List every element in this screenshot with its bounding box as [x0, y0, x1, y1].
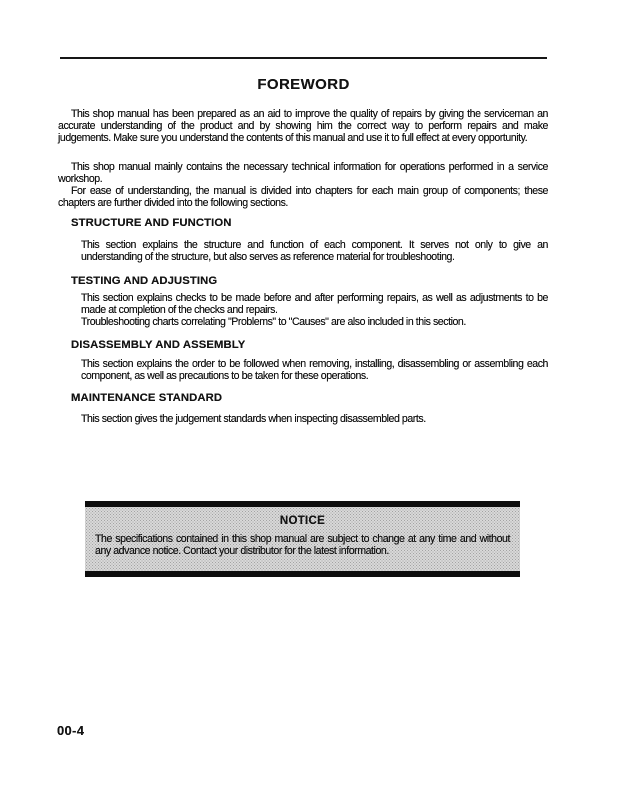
- paragraph-text: For ease of understanding, the manual is divided into chapters for each main group of components; these chapters are further divided into the following sections.: [58, 185, 548, 209]
- paragraph-text: This shop manual has been prepared as an aid to improve the quality of repairs by giving the serviceman an accurate understanding of the product and by showing him the correct way to perform repairs and make judgements. Make sure you understand the contents of this manual and use it to full effect at every opportunity.: [58, 108, 548, 144]
- section-body-testing-and-adjusting: [81, 292, 548, 328]
- intro-paragraph-2: [58, 161, 548, 209]
- paragraph-text: This section explains the structure and function of each component. It serves not only to give an understanding of the structure, but also serves as reference material for troubleshooting.: [81, 239, 548, 263]
- page-title: FOREWORD: [257, 76, 350, 93]
- paragraph-text: This section gives the judgement standards when inspecting disassembled parts.: [81, 413, 426, 425]
- paragraph-text: This section explains the order to be followed when removing, installing, disassembling or assembling each component, as well as precautions to be taken for these operations.: [81, 358, 548, 382]
- paragraph-text: This shop manual mainly contains the necessary technical information for operations performed in a service workshop.: [58, 161, 548, 185]
- intro-paragraph-1: [58, 108, 548, 144]
- page-number: 00-4: [57, 723, 85, 738]
- notice-text: The specifications contained in this shop manual are subject to change at any time and without any advance notice. Contact your distributor for the latest information.: [95, 533, 510, 557]
- section-body-disassembly-and-assembly: [81, 358, 548, 382]
- section-heading-structure-and-function: STRUCTURE AND FUNCTION: [71, 217, 232, 229]
- section-heading-testing-and-adjusting: TESTING AND ADJUSTING: [71, 275, 218, 287]
- header-divider-rule: [60, 57, 547, 59]
- section-heading-disassembly-and-assembly: DISASSEMBLY AND ASSEMBLY: [71, 339, 246, 351]
- section-body-structure-and-function: [81, 239, 548, 263]
- notice-title: NOTICE: [279, 515, 326, 527]
- section-body-maintenance-standard: [81, 413, 548, 425]
- section-heading-maintenance-standard: MAINTENANCE STANDARD: [71, 392, 223, 404]
- paragraph-text: Troubleshooting charts correlating "Problems" to "Causes" are also included in this section.: [81, 316, 466, 328]
- paragraph-text: This section explains checks to be made before and after performing repairs, as well as adjustments to be made at completion of the checks and repairs.: [81, 292, 548, 316]
- notice-box: [85, 501, 520, 577]
